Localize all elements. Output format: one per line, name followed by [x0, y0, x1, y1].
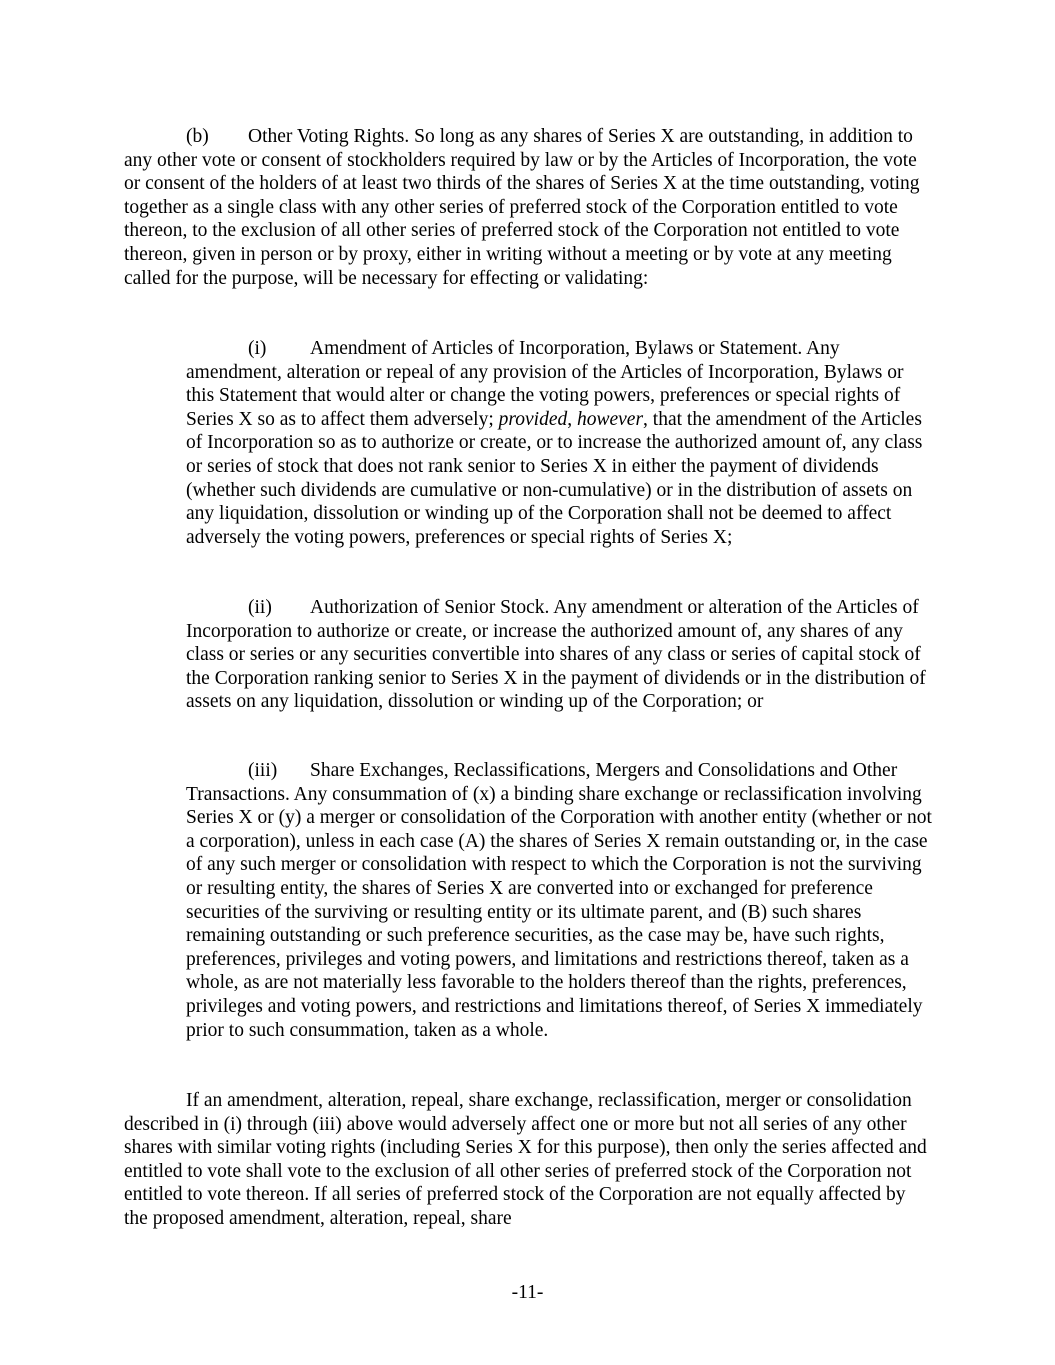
italic-however: however [576, 408, 644, 430]
page-number: -11- [511, 1282, 544, 1303]
italic-provided: provided [498, 408, 568, 430]
item-body: Any amendment, alteration or repeal of any provision of the Articles of Incorporation, Bylaws or this Statement that would alter or change the voting powers, preferences or special rights of Series X so as to affect them adversely; [186, 338, 904, 430]
item-heading: Authorization of Senior Stock. [310, 597, 550, 618]
item-i [186, 337, 934, 549]
item-label: (iii) [248, 760, 278, 781]
item-heading: Share Exchanges, Reclassifications, Mergers and Consolidations and Other Transactions. [186, 760, 898, 805]
item-heading: Amendment of Articles of Incorporation, Bylaws or Statement. [310, 338, 803, 359]
paragraph-b [124, 125, 934, 290]
paragraph-heading: Other Voting Rights. [248, 126, 410, 147]
item-ii [186, 596, 934, 714]
paragraph-label: (b) [186, 126, 209, 147]
item-body: Any consummation of (x) a binding share exchange or reclassification involving Series X or (y) a merger or consolidation of the Corporation with another entity (whether or not a corporation), unless in each case (A) the shares of Series X remain outstanding or, in the case of any such merger or consolidation with respect to which the Corporation is not the surviving or resulting entity, the shares of Series X are converted into or exchanged for preference securities of the surviving or resulting entity or its ultimate parent, and (B) such shares remaining outstanding or such preference securities, as the case may be, have such rights, preferences, privileges and voting powers, and limitations and restrictions thereof, taken as a whole, as are not materially less favorable to the holders thereof than the rights, preferences, privileges and voting powers, and restrictions and limitations thereof, of Series X immediately prior to such consummation, taken as a whole. [186, 783, 932, 1041]
paragraph-body: If an amendment, alteration, repeal, share exchange, reclassification, merger or consolidation described in (i) through (iii) above would adversely affect one or more but not all series of any other shares with similar voting rights (including Series X for this purpose), then only the series affected and entitled to vote shall vote to the exclusion of all other series of preferred stock of the Corporation not entitled to vote thereon. If all series of preferred stock of the Corporation are not equally affected by the proposed amendment, alteration, repeal, share [124, 1090, 927, 1229]
item-label: (ii) [248, 597, 272, 618]
item-iii [186, 759, 934, 1042]
item-label: (i) [248, 338, 267, 359]
final-paragraph [124, 1089, 934, 1231]
item-body-continued: , that the amendment of the Articles of Incorporation so as to authorize or create, or to increase the authorized amount of, any class or series of stock that does not rank senior to Series X in either the payment of dividends (whether such dividends are cumulative or non-cumulative) or in the distribution of assets on any liquidation, dissolution or winding up of the Corporation shall not be deemed to affect adversely the voting powers, preferences or special rights of Series X; [186, 408, 923, 548]
item-body: Any amendment or alteration of the Articles of Incorporation to authorize or create, or increase the authorized amount of, any shares of any class or series or any securities convertible into shares of any class or series of capital stock of the Corporation ranking senior to Series X in the payment of dividends or in the distribution of assets on any liquidation, dissolution or winding up of the Corporation; or [186, 597, 926, 713]
comma: , [567, 408, 577, 430]
paragraph-body: So long as any shares of Series X are outstanding, in addition to any other vote or consent of stockholders required by law or by the Articles of Incorporation, the vote or consent of the holders of at least two thirds of the shares of Series X at the time outstanding, voting together as a single class with any other series of preferred stock of the Corporation entitled to vote thereon, to the exclusion of all other series of preferred stock of the Corporation not entitled to vote thereon, given in person or by proxy, either in writing without a meeting or by vote at any meeting called for the purpose, will be necessary for effecting or validating: [124, 126, 920, 289]
